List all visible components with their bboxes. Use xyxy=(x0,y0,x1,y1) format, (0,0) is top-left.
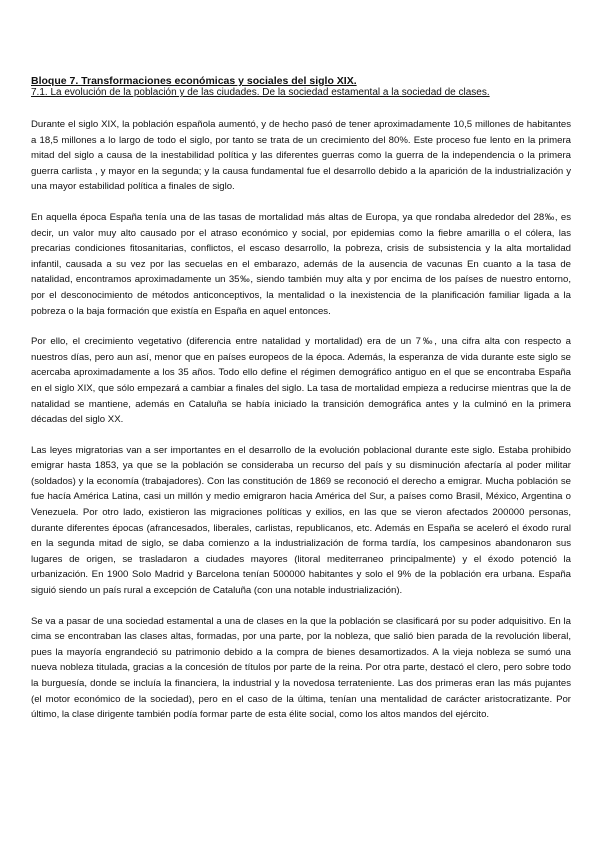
paragraph-class-society: Se va a pasar de una sociedad estamental a una de clases en la que la población se clasificará por su poder adquisitivo. En la cima se encontraban las clases altas, formadas, por una parte, por la nobleza, que salió bien parada de la revolución liberal, pues la mayoría engrandeció su patrimonio debido a la compra de bienes desamortizados. A la vieja nobleza se sumó una nueva nobleza titulada, gracias a la concesión de títulos por parte de la reina. Por otra parte, destacó el clero, pero sobre todo la burguesía, donde se incluía la financiera, la industrial y la novedosa terrateniente. Las dos primeras eran las más pujantes (el motor económico de la sociedad), pero en el caso de la última, tenían una mentalidad de carácter aristocratizante. Por último, la clase dirigente también podía formar parte de esta élite social, como los altos mandos del ejército. xyxy=(31,615,571,721)
paragraph-migration: Las leyes migratorias van a ser importantes en el desarrollo de la evolución poblacional durante este siglo. Estaba prohibido emigrar hasta 1853, ya que se la población se consideraba un recurso del país y su disminución afectaría al poder militar (soldados) y la economía (trabajadores). Con las constitución de 1869 se reconoció el derecho a emigrar. Mucha población se fue hacía América Latina, casi un millón y medio emigraron hacia América del Sur, a países como Brasil, México, Argentina o Venezuela. Por otro lado, existieron las migraciones políticas y exilios, en las que se vieron afectados 200000 personas, durante diferentes épocas (afrancesados, liberales, carlistas, republicanos, etc. Además en España se aceleró el éxodo rural en la segunda mitad de siglo, se daba comienzo a la industrialización de forma tardía, los campesinos abandonaron sus lugares de origen, se trasladaron a ciudades mayores (litoral mediterraneo principalmente) y el éxodo potenció la urbanización. En 1900 Solo Madrid y Barcelona tenían 500000 habitantes y solo el 9% de la población era urbana. España siguió siendo un país rural a excepción de Cataluña (con una notable industrialización). xyxy=(31,444,571,597)
document-title: Bloque 7. Transformaciones económicas y sociales del siglo XIX. xyxy=(31,75,357,87)
paragraph-vegetative-growth: Por ello, el crecimiento vegetativo (diferencia entre natalidad y mortalidad) era de un 7‰, una cifra alta con respecto a nuestros días, pero aun así, menor que en países europeos de la época. Además, la esperanza de vida durante este siglo se acercaba aproximadamente a los 35 años. Todo ello define el régimen demográfico antiguo en el que se encontraba España en el siglo XIX, que sólo empezará a cambiar a finales del siglo. La tasa de mortalidad empieza a reducirse mientras que la de natalidad se mantiene, además en Cataluña se había iniciado la transición demográfica antes y la culminó en la primera décadas del siglo XX. xyxy=(31,336,571,426)
paragraph-population-growth: Durante el siglo XIX, la población española aumentó, y de hecho pasó de tener aproximadamente 10,5 millones de habitantes a 18,5 millones a lo largo de todo el siglo, por tanto se trata de un crecimiento del 80%. Este proceso fue lento en la primera mitad del siglo a causa de la inestabilidad política y las diferentes guerras como la guerra de la independencia o la primera guerra carlista , y mayor en la segunda; y la causa fundamental fue el desarrollo debido a la aparición de la industrialización y una mayor estabilidad política a finales de siglo. xyxy=(31,119,571,193)
paragraph-mortality-natality: En aquella época España tenía una de las tasas de mortalidad más altas de Europa, ya que rondaba alrededor del 28‰, es decir, un valor muy alto causado por el atraso económico y social, por epidemias como la fiebre amarilla o el cólera, las precarias condiciones fitosanitarias, conflictos, el escaso desarrollo, la pobreza, crisis de subsistencia y la alta mortalidad infantil, causada a su vez por las secuelas en el embarazo, además de la ausencia de vacunas En cuanto a la tasa de natalidad, encontramos aproximadamente un 35‰, siendo también muy alta y por encima de los países de nuestro entorno, por el desconocimiento de métodos anticonceptivos, la mentalidad o la inexistencia de la planificación familiar ligada a la pobreza o la baja formación que existía en España en aquel entonces. xyxy=(31,211,571,317)
document-page xyxy=(31,75,571,738)
document-subtitle: 7.1. La evolución de la población y de las ciudades. De la sociedad estamental a la sociedad de clases. xyxy=(31,87,490,98)
